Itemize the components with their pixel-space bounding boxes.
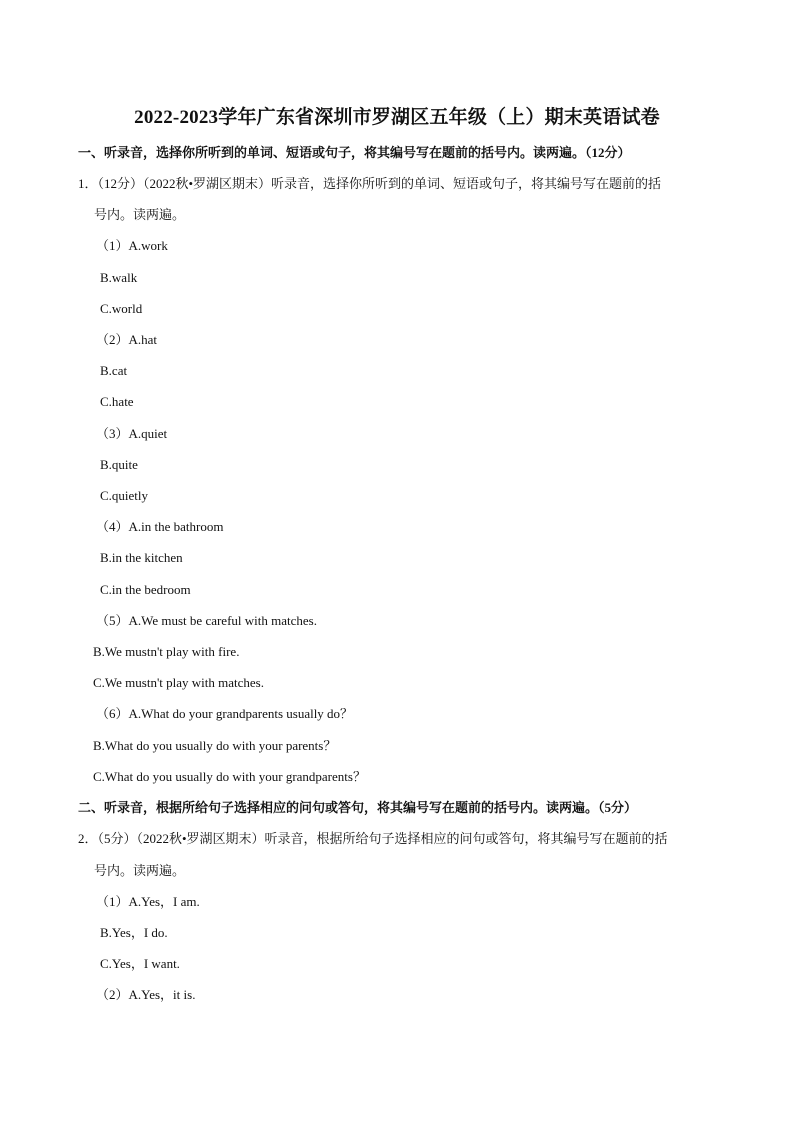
question-1-text-cont: 号内。读两遍。 <box>94 207 186 222</box>
section-2-heading: 二、听录音，根据所给句子选择相应的问句或答句，将其编号写在题前的括号内。读两遍。（5分） <box>78 800 638 815</box>
q1-5-option-b: B.We mustn't play with fire. <box>93 644 240 659</box>
q1-5-option-a: （5）A.We must be careful with matches. <box>96 613 317 628</box>
q2-1-option-c: C.Yes，I want. <box>100 956 180 971</box>
q2-1-option-b: B.Yes，I do. <box>100 925 168 940</box>
q1-4-option-c: C.in the bedroom <box>100 582 191 597</box>
section-1-heading: 一、听录音，选择你所听到的单词、短语或句子，将其编号写在题前的括号内。读两遍。（12分） <box>78 145 631 160</box>
question-2-text: 2．（5分）（2022秋•罗湖区期末）听录音，根据所给句子选择相应的问句或答句，将其编号写在题前的括 <box>78 831 668 846</box>
q1-3-option-b: B.quite <box>100 457 138 472</box>
q1-2-option-a: （2）A.hat <box>96 332 158 347</box>
page-title: 2022-2023学年广东省深圳市罗湖区五年级（上）期末英语试卷 <box>134 107 660 128</box>
q1-1-option-b: B.walk <box>100 270 138 285</box>
q1-3-option-a: （3）A.quiet <box>96 426 168 441</box>
q1-5-option-c: C.We mustn't play with matches. <box>93 675 264 690</box>
q1-6-option-a: （6）A.What do your grandparents usually do？ <box>96 706 354 721</box>
question-1-text: 1．（12分）（2022秋•罗湖区期末）听录音，选择你所听到的单词、短语或句子，将其编号写在题前的括 <box>78 176 662 191</box>
q2-2-option-a: （2）A.Yes，it is. <box>96 987 196 1002</box>
q2-1-option-a: （1）A.Yes，I am. <box>96 894 200 909</box>
q1-1-option-c: C.world <box>100 301 143 316</box>
q1-6-option-b: B.What do you usually do with your parents？ <box>93 738 337 753</box>
q1-4-option-b: B.in the kitchen <box>100 550 183 565</box>
q1-6-option-c: C.What do you usually do with your grandparents？ <box>93 769 366 784</box>
q1-3-option-c: C.quietly <box>100 488 149 503</box>
question-2-text-cont: 号内。读两遍。 <box>94 863 186 878</box>
q1-2-option-b: B.cat <box>100 363 128 378</box>
q1-4-option-a: （4）A.in the bathroom <box>96 519 224 534</box>
q1-1-option-a: （1）A.work <box>96 238 168 253</box>
q1-2-option-c: C.hate <box>100 394 134 409</box>
